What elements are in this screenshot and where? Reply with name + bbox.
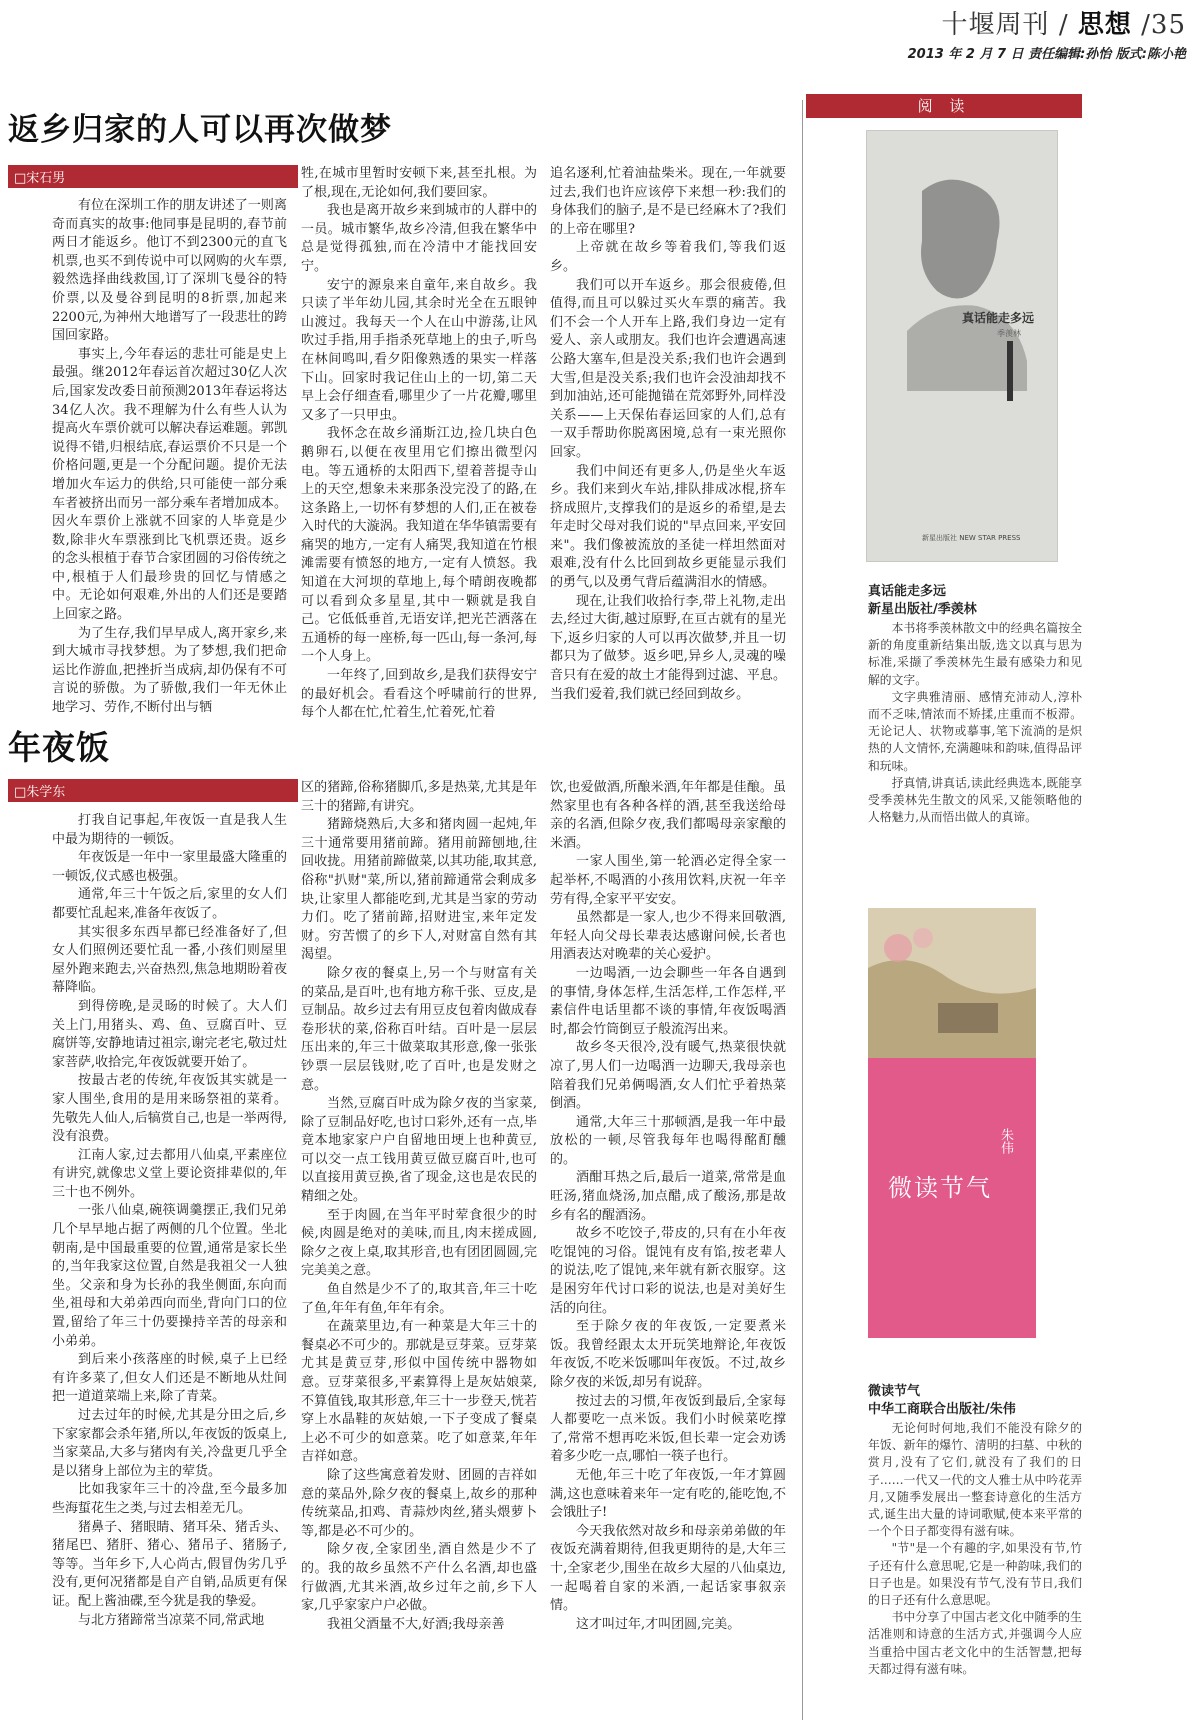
book1-cover (866, 130, 1058, 562)
paragraph: 我们中间还有更多人,仍是坐火车返乡。我们来到火车站,排队排成冰棍,挤车挤成照片,支撑我们的是返乡的希望,是去年走时父母对我们说的"早点回来,平安回来"。我们像被流放的圣徒一样坦然面对艰难,没有什么比回到故乡更能显示我们的勇气,以及勇气背后蕴满泪水的情感。 (550, 463, 786, 591)
paragraph: 一张八仙桌,碗筷调羹摆正,我们兄弟几个早早地占据了两侧的几个位置。坐北朝南,是中国最重要的位置,通常是家长坐的,当年我家这位置,自然是我祖父一人独坐。父亲和身为长孙的我坐侧面,东向而坐,祖母和大弟弟西向而坐,背向门口的位置,留给了年三十仍要操持辛苦的母亲和小弟弟。 (52, 1203, 287, 1349)
paragraph: "节"是一个有趣的字,如果没有节,竹子还有什么意思呢,它是一种韵味,我们的日子也是。如果没有节气,没有节日,我们的日子还有什么意思呢。 (868, 1541, 1082, 1608)
book1-cover-publisher: 新星出版社 NEW STAR PRESS (922, 534, 1021, 542)
paragraph: 猪鼻子、猪眼睛、猪耳朵、猪舌头、猪尾巴、猪肝、猪心、猪吊子、猪肠子,等等。当年乡下,人心尚古,假冒伪劣几乎没有,更何况猪都是自产自销,品质更有保证。配上酱油碟,至今犹是我的挚爱。 (52, 1519, 287, 1609)
paragraph: 年夜饭是一年中一家里最盛大隆重的一顿饭,仪式感也极强。 (52, 850, 287, 884)
paragraph: 按最古老的传统,年夜饭其实就是一家人围坐,食用的是用来旸祭祖的菜肴。先敬先人仙人,后犒赏自己,也是一举两得,没有浪费。 (52, 1073, 287, 1145)
article2-title: 年夜饭 (8, 728, 110, 767)
book2-cover-title: 微读节气 (888, 1174, 992, 1202)
paragraph: 除了这些寓意着发财、团圆的吉祥如意的菜品外,除夕夜的餐桌上,故乡的那种传统菜品,扣鸡、青蒜炒肉丝,猪头煨萝卜等,都是必不可少的。 (301, 1467, 537, 1539)
paragraph: 通常,大年三十那顿酒,是我一年中最放松的一顿,尽管我每年也喝得酩酊醺的。 (550, 1114, 786, 1167)
book2-publisher: 中华工商联合出版社/朱伟 (868, 1402, 1016, 1417)
date-editor-line: 2013 年 2 月 7 日 责任编辑:孙怡 版式:陈小艳 (907, 47, 1186, 62)
paragraph: 到得傍晚,是灵旸的时候了。大人们关上门,用猪头、鸡、鱼、豆腐百叶、豆腐饼等,安静地请过祖宗,谢完老宅,敬过灶家菩萨,收拾完,年夜饭就要开始了。 (52, 998, 287, 1070)
paragraph: 在蔬菜里边,有一种菜是大年三十的餐桌必不可少的。那就是豆芽菜。豆芽菜尤其是黄豆芽,形似中国传统中器物如意。豆芽菜很多,平素算得上是灰姑娘菜,不算值钱,取其形意,年三十一步登天,恍若穿上水晶鞋的灰姑娘,一下子变成了餐桌上必不可少的如意菜。吃了如意菜,年年吉祥如意。 (301, 1319, 537, 1465)
paragraph: 有位在深圳工作的朋友讲述了一则离奇而真实的故事:他同事是昆明的,春节前两日才能返乡。他订不到2300元的直飞机票,也买不到传说中可以网购的火车票,毅然选择曲线救国,订了深圳飞曼谷的特价票,以及曼谷到昆明的8折票,加起来2200元,为神州大地谱写了一段悲壮的跨国回家路。 (52, 198, 287, 344)
article1-col2 (301, 165, 537, 805)
book1-title: 真话能走多远 (868, 584, 947, 599)
paragraph: 本书将季羡林散文中的经典名篇按全新的角度重新结集出版,选文以真与思为标准,采撷了季羡林先生最有感染力和见解的文字。 (868, 621, 1082, 687)
paragraph: 猪蹄烧熟后,大多和猪肉圆一起炖,年三十通常要用猪前蹄。猪用前蹄刨地,往回收拢。用猪前蹄做菜,以其功能,取其意,俗称"扒财"菜,所以,猪前蹄通常会剩成多块,让家里人都能吃到,尤其是当家的劳动力们。吃了猪前蹄,招财进宝,来年定发财。穷苦惯了的乡下人,对财富自然有其渴望。 (301, 817, 537, 963)
section-name: 思想 (1077, 10, 1132, 40)
paragraph: 追名逐利,忙着油盐柴米。现在,一年就要过去,我们也许应该停下来想一秒:我们的身体我们的脑子,是不是已经麻木了?我们的上帝在哪里? (550, 166, 786, 237)
paragraph: 书中分享了中国古老文化中随季的生活准则和诗意的生活方式,并强调今人应当重拾中国古老文化中的生活智慧,把每天都过得有滋有味。 (868, 1610, 1082, 1676)
paragraph: 其实很多东西早都已经准备好了,但女人们照例还要忙乱一番,小孩们则屋里屋外跑来跑去,兴奋热烈,焦急地期盼着夜幕降临。 (52, 924, 287, 996)
paragraph: 我也是离开故乡来到城市的人群中的一员。城市繁华,故乡冷清,但我在繁华中总是觉得孤独,而在冷清中才能找回安宁。 (301, 203, 537, 274)
book2-review (868, 1420, 1082, 1678)
paragraph: 一年终了,回到故乡,是我们获得安宁的最好机会。看看这个呼啸前行的世界,每个人都在忙,忙着生,忙着死,忙着 (301, 668, 537, 721)
book1-publisher: 新星出版社/季羡林 (868, 602, 977, 617)
paragraph: 到后来小孩落座的时候,桌子上已经有许多菜了,但女人们还是不断地从灶间把一道道菜端上来,除了青菜。 (52, 1352, 287, 1405)
paragraph: 按过去的习惯,年夜饭到最后,全家每人都要吃一点米饭。我们小时候菜吃撑了,常常不想再吃米饭,但长辈一定会劝诱着多少吃一点,哪怕一筷子也行。 (550, 1393, 786, 1465)
paragraph: 我怀念在故乡涌斯江边,捡几块白色鹅卵石,以便在夜里用它们擦出微型闪电。等五通桥的太阳西下,望着菩提寺山上的天空,想象未来那条没完没了的路,在这条路上,一切怀有梦想的人们,正在被卷入时代的大漩涡。我知道在华华镇需要有痛哭的地方,一定有人痛哭,我知道在竹根滩需要有愤怒的地方,一定有人愤怒。我知道在大河坝的草地上,每个晴朗夜晚都可以看到众多星星,其中一颗就是我自己。它低低垂首,无语安详,把光芒洒落在五通桥的每一座桥,每一匹山,每一条河,每一个人身上。 (301, 426, 537, 665)
article2-col1 (52, 812, 287, 1722)
article1-col3 (550, 165, 786, 805)
paragraph: 事实上,今年春运的悲壮可能是史上最强。继2012年春运首次超过30亿人次后,国家发改委日前预测2013年春运将达34亿人次。我不理解为什么有些人认为提高火车票价就可以解决春运难题。郭凯说得不错,归根结底,春运票价不只是一个价格问题,更是一个分配问题。提价无法增加火车运力的供给,只可能使一部分乘车者被挤出而另一部分乘车者增加成本。因火车票价上涨就不回家的人毕竟是少数,除非火车票涨到比飞机票还贵。返乡的念头根植于春节合家团圆的习俗传统之中,根植于人们最珍贵的回忆与情感之中。无论如何艰难,外出的人们还是要踏上回家之路。 (52, 346, 287, 623)
paragraph: 现在,让我们收拾行李,带上礼物,走出去,经过大街,越过原野,在亘古就有的星光下,返乡归家的人可以再次做梦,并且一切都只为了做梦。返乡吧,异乡人,灵魂的噪音只有在爱的故土才能得到过滤、平息。当我们爱着,我们就已经回到故乡。 (550, 593, 786, 702)
book2-title: 微读节气 (868, 1384, 921, 1399)
painting-illustration (868, 908, 1036, 1338)
book1-review (868, 620, 1082, 826)
paragraph: 今天我依然对故乡和母亲弟弟做的年夜饭充满着期待,但我更期待的是,大年三十,全家老少,围坐在故乡大屋的八仙桌边,一起喝着自家的米酒,一起话家事叙亲情。 (550, 1523, 786, 1614)
paper-name: 十堰周刊 (941, 10, 1050, 40)
article2-byline: □朱学东 (8, 779, 298, 802)
masthead: 十堰周刊 / 思想 /35 2013 年 2 月 7 日 责任编辑:孙怡 版式:陈小艳 (907, 10, 1186, 62)
paragraph: 故乡冬天很冷,没有暖气,热菜很快就凉了,男人们一边喝酒一边聊天,我母亲也陪着我们兄弟俩喝酒,女人们忙乎着热菜倒酒。 (550, 1040, 786, 1112)
article1-byline: □宋石男 (8, 165, 298, 188)
page-number: 35 (1150, 10, 1186, 40)
column-divider (802, 100, 803, 1720)
paragraph: 故乡不吃饺子,带皮的,只有在小年夜吃馄饨的习俗。馄饨有皮有馅,按老辈人的说法,吃了馄饨,来年就有新衣服穿。这是困穷年代讨口彩的说法,也是对美好生活的向往。 (550, 1226, 786, 1316)
paragraph: 除夕夜,全家团坐,酒自然是少不了的。我的故乡虽然不产什么名酒,却也盛行做酒,尤其米酒,故乡过年之前,乡下人家,几乎家家户户必做。 (301, 1542, 537, 1614)
paragraph: 上帝就在故乡等着我们,等我们返乡。 (550, 240, 786, 274)
paragraph: 除夕夜的餐桌上,另一个与财富有关的菜品,是百叶,也有地方称千张、豆皮,是豆制品。故乡过去有用豆皮包着肉做成春卷形状的菜,俗称百叶结。百叶是一层层压出来的,年三十做菜取其形意,像一张张钞票一层层钱财,吃了百叶,也是发财之意。 (301, 965, 537, 1093)
paragraph: 我们可以开车返乡。那会很疲倦,但值得,而且可以躲过买火车票的痛苦。我们不会一个人开车上路,我们身边一定有爱人、亲人或朋友。我们也许会遭遇高速公路大塞车,但是没关系;我们也许会遇到大雪,但是没关系;我们也许会没油却找不到加油站,还可能抛锚在荒郊野外,同样没关系——上天保佑春运回家的人们,总有一双手帮助你脱离困境,总有一束光照你回家。 (550, 277, 786, 460)
sidebar-header: 阅 读 (806, 94, 1082, 118)
article1-title: 返乡归家的人可以再次做梦 (8, 112, 392, 148)
paragraph: 抒真情,讲真话,读此经典选本,既能享受季羡林先生散文的风采,又能领略他的人格魅力,从而悟出做人的真谛。 (868, 775, 1082, 825)
paragraph: 无论何时何地,我们不能没有除夕的年饭、新年的爆竹、清明的扫墓、中秋的赏月,没有了它们,就没有了我们的日子……一代又一代的文人雅士从中吟花弄月,又随季发展出一整套诗意化的生活方式,诞生出大量的诗词歌赋,使本来平常的一个个日子都变得有滋有味。 (868, 1421, 1082, 1539)
paragraph: 安宁的源泉来自童年,来自故乡。我只读了半年幼儿园,其余时光全在五眼钟山渡过。我每天一个人在山中游荡,让风吹过手指,用手指杀死草地上的虫子,听鸟在林间鸣叫,看夕阳像熟透的果实一样落下山。回家时我记住山上的一切,第二天早上会仔细查看,哪里少了一片花瓣,哪里又多了一只甲虫。 (301, 277, 537, 423)
paragraph: 过去过年的时候,尤其是分田之后,乡下家家都会杀年猪,所以,年夜饭的饭桌上,当家菜品,大多与猪肉有关,冷盘更几乎全是以猪身上部位为主的荤货。 (52, 1408, 287, 1479)
paragraph: 江南人家,过去都用八仙桌,平素座位有讲究,就像忠义堂上要论资排辈似的,年三十也不例外。 (52, 1147, 287, 1200)
paragraph: 无他,年三十吃了年夜饭,一年才算圆满,这也意味着来年一定有吃的,能吃饱,不会饿肚子! (550, 1467, 786, 1521)
article2-col3 (550, 779, 786, 1723)
paragraph: 虽然都是一家人,也少不得来回敬酒,年轻人向父母长辈表达感谢问候,长者也用酒表达对晚辈的关心爱护。 (550, 910, 786, 963)
paragraph: 与北方猪蹄常当凉菜不同,常武地 (78, 1612, 265, 1628)
paragraph: 至于除夕夜的年夜饭,一定要煮米饭。我曾经跟太太开玩笑地辩论,年夜饭年夜饭,不吃米饭哪叫年夜饭。不过,故乡除夕夜的米饭,却另有说辞。 (550, 1319, 786, 1390)
paragraph: 一边喝酒,一边会聊些一年各自遇到的事情,身体怎样,生活怎样,工作怎样,平素信件电话里都不谈的事情,年夜饭喝酒时,都会竹筒倒豆子般流泻出来。 (550, 965, 786, 1037)
paragraph: 一家人围坐,第一轮酒必定得全家一起举杯,不喝酒的小孩用饮料,庆祝一年辛劳有得,全家平平安安。 (550, 854, 786, 907)
book1-cover-title: 真话能走多远 (962, 311, 1035, 325)
paragraph: 至于肉圆,在当年平时荤食很少的时候,肉圆是绝对的美味,而且,肉末搓成圆,除夕之夜上桌,取其形音,也有团团圆圆,完完美美之意。 (301, 1207, 537, 1279)
paragraph: 酒酣耳热之后,最后一道菜,常常是血旺汤,猪血烧汤,加点醋,成了酸汤,那是故乡有名的醒酒汤。 (550, 1170, 786, 1223)
article2-col2 (301, 779, 537, 1723)
paragraph: 我祖父酒量不大,好酒;我母亲善 (327, 1616, 505, 1632)
portrait-illustration (867, 131, 1057, 561)
paragraph: 文字典雅清丽、感情充沛动人,淳朴而不乏味,情浓而不矫揉,庄重而不板滞。无论记人、状物或摹事,笔下流淌的是炽热的人文情怀,充满趣味和韵味,值得品评和玩味。 (868, 689, 1082, 773)
book1-cover-author: 季羡林 (997, 329, 1021, 338)
paragraph: 通常,年三十午饭之后,家里的女人们都要忙乱起来,准备年夜饭了。 (52, 887, 287, 921)
paragraph: 牲,在城市里暂时安顿下来,甚至扎根。为了根,现在,无论如何,我们要回家。 (301, 166, 537, 200)
paragraph: 打我自记事起,年夜饭一直是我人生中最为期待的一顿饭。 (52, 813, 287, 847)
book2-cover-author: 朱伟 (998, 1128, 1013, 1154)
paragraph: 这才叫过年,才叫团圆,完美。 (576, 1616, 741, 1632)
paragraph: 饮,也爱做酒,所酿米酒,年年都是佳酿。虽然家里也有各种各样的酒,甚至我送给母亲的名酒,但除夕夜,我们都喝母亲家酿的米酒。 (550, 780, 786, 851)
book2-cover (868, 908, 1036, 1338)
paragraph: 比如我家年三十的冷盘,至今最多加些海蜇花生之类,与过去相差无几。 (52, 1482, 287, 1516)
paragraph: 鱼自然是少不了的,取其音,年三十吃了鱼,年年有鱼,年年有余。 (301, 1282, 537, 1316)
paragraph: 区的猪蹄,俗称猪脚爪,多是热菜,尤其是年三十的猪蹄,有讲究。 (301, 780, 537, 814)
paragraph: 为了生存,我们早早成人,离开家乡,来到大城市寻找梦想。为了梦想,我们把命运比作游血,把挫折当成病,却仍保有不可言说的骄傲。为了骄傲,我们一年无休止地学习、劳作,不断付出与牺 (52, 625, 287, 716)
paragraph: 当然,豆腐百叶成为除夕夜的当家菜,除了豆制品好吃,也讨口彩外,还有一点,毕竟本地家家户户自留地田埂上也种黄豆,可以交一点工钱用黄豆做豆腐百叶,也可以直接用黄豆换,省了现金,这也是农民的精细之处。 (301, 1096, 537, 1205)
